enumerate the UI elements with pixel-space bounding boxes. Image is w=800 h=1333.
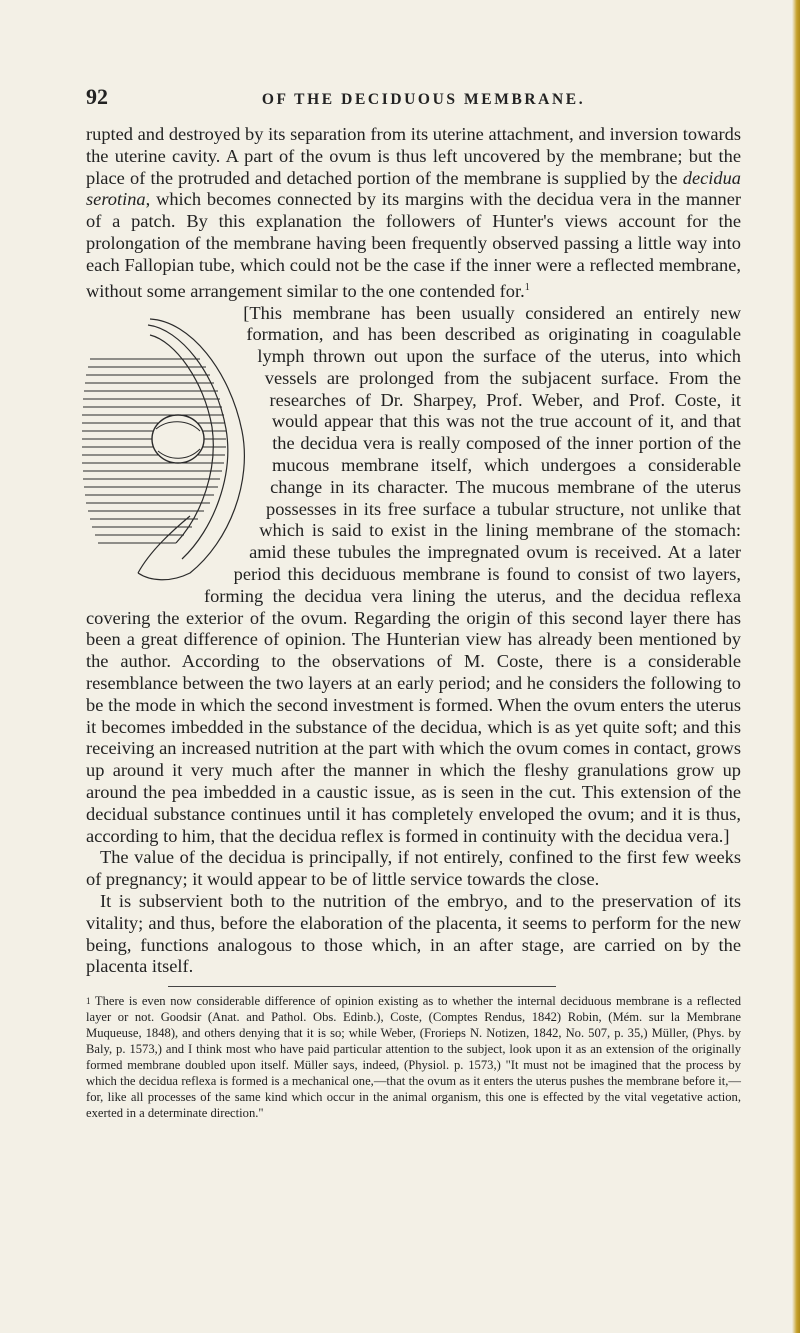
- paragraph-1-end: , which becomes connected by its margins with the decidua vera in the manner of a patch. By this explanation the followers of Hunter's views account for the prolongation of the membrane having been frequently observed passing a little way into each Fallopian tube, which could not be the case if the inner were a reflected membrane, without some arrangement similar to the one contended for.: [86, 189, 741, 301]
- paragraph-2: [86, 303, 741, 848]
- book-page: [86, 84, 741, 1121]
- paragraph-1-text: rupted and destroyed by its separation from its uterine attachment, and inversion towards the uterine cavity. A part of the ovum is thus left uncovered by the membrane; but the place of the protruded and detached portion of the membrane is supplied by the: [86, 124, 741, 188]
- body-text: [86, 124, 741, 978]
- page-edge: [792, 0, 800, 1333]
- footnote-reference: 1: [524, 281, 530, 293]
- paragraph-4: It is subservient both to the nutrition of the embryo, and to the preservation of its vitality; and thus, before the elaboration of the placenta, it seems to perform for the new being, functions analogous to those which, in an after stage, are carried on by the placenta itself.: [86, 891, 741, 977]
- paragraph-2-text: [This membrane has been usually considered an entirely new formation, and has been described as originating in coagulable lymph thrown out upon the surface of the uterus, into which vessels are prolonged from the subjacent surface. From the researches of Dr. Sharpey, Prof. Weber, and Prof. Coste, it would appear that this was not the true account of it, and that the decidua vera is really composed of the inner portion of the mucous membrane itself, which undergoes a considerable change in its character. The mucous membrane of the uterus possesses in its free surface a tubular structure, not unlike that which is said to exist in the lining membrane of the stomach: amid these tubules the impregnated ovum is received. At a later period this deciduous membrane is found to consist of two layers, forming the decidua vera lining the uterus, and the decidua reflexa covering the exterior of the ovum. Regarding the origin of this second layer there has been a great difference of opinion. The Hunterian view has already been mentioned by the author. According to the observations of M. Coste, there is a considerable resemblance between the two layers at an early period; and he considers the following to be the mode in which the second investment is formed. When the ovum enters the uterus it becomes imbedded in the substance of the decidua, which is as yet quite soft; and this receiving an increased nutrition at the part with which the ovum comes in contact, grows up around it very much after the manner in which the fleshy granulations grow up around the pea imbedded in a caustic issue, as is seen in the cut. This extension of the decidual substance continues until it has completely enveloped the ovum; and it is thus, according to him, that the decidua reflex is formed in continuity with the decidua vera.]: [86, 302, 741, 846]
- paragraph-3: The value of the decidua is principally, if not entirely, confined to the first few weeks of pregnancy; it would appear to be of little service towards the close.: [86, 847, 741, 890]
- footnote-mark: 1: [86, 996, 91, 1007]
- paragraph-1: [86, 124, 741, 303]
- running-head: OF THE DECIDUOUS MEMBRANE.: [261, 91, 586, 108]
- pea-in-caustic-issue-engraving-icon: [80, 311, 260, 585]
- paragraph-2-block: [86, 303, 741, 892]
- page-header: [86, 84, 741, 110]
- page-number: 92: [86, 84, 108, 109]
- footnote: [86, 993, 741, 1121]
- footnote-text: There is even now considerable difference of opinion existing as to whether the internal deciduous membrane is a reflected layer or not. Goodsir (Anat. and Pathol. Obs. Edinb.), Coste, (Comptes Rendus, 1842) Robin, (Mém. sur la Membrane Muqueuse, 1848), and others denying that it is so; while Weber, (Frorieps N. Notizen, 1842, No. 507, p. 35,) Müller, (Phys. by Baly, p. 1573,) and I think most who have paid particular attention to the subject, look upon it as an extension of the originally formed membrane doubled upon itself. Müller says, indeed, (Physiol. p. 1573,) "It must not be imagined that the process by which the decidua reflexa is formed is a mechanical one,—that the ovum as it enters the uterus pushes the membrane before it,—for, like all processes of the same kind which occur in the animal organism, this one is effected by the vital vegetative action, exerted in a determinate direction.": [86, 994, 741, 1121]
- footnote-divider: [168, 986, 556, 987]
- italic-term: decidua serotina: [86, 167, 741, 210]
